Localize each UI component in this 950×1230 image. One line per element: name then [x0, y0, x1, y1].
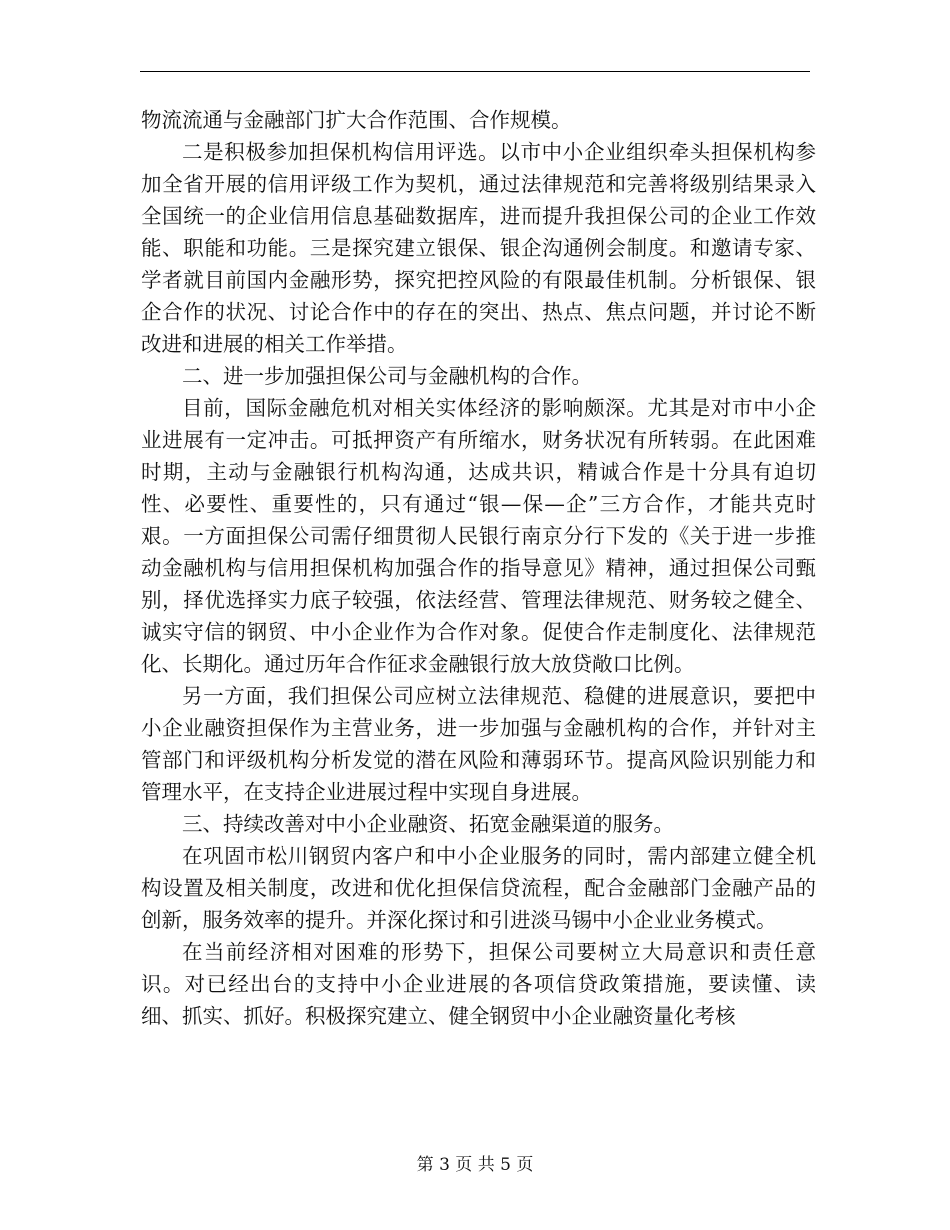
paragraph-6: 在当前经济相对困难的形势下，担保公司要树立大局意识和责任意识。对已经出台的支持中小企业进展的各项信贷政策措施，要读懂、读细、抓实、抓好。积极探究建立、健全钢贸中小企业融资量化考核 [141, 940, 816, 1028]
header-rule [140, 71, 810, 72]
paragraph-2: 二是积极参加担保机构信用评选。以市中小企业组织牵头担保机构参加全省开展的信用评级工作为契机，通过法律规范和完善将级别结果录入全国统一的企业信用信息基础数据库，进而提升我担保公司的企业工作效能、职能和功能。三是探究建立银保、银企沟通例会制度。和邀请专家、学者就目前国内金融形势，探究把控风险的有限最佳机制。分析银保、银企合作的状况、讨论合作中的存在的突出、热点、焦点问题，并讨论不断改进和进展的相关工作举措。 [141, 140, 816, 356]
paragraph-4: 另一方面，我们担保公司应树立法律规范、稳健的进展意识，要把中小企业融资担保作为主营业务，进一步加强与金融机构的合作，并针对主管部门和评级机构分析发觉的潜在风险和薄弱环节。提高风险识别能力和管理水平，在支持企业进展过程中实现自身进展。 [141, 684, 816, 804]
paragraph-5: 在巩固市松川钢贸内客户和中小企业服务的同时，需内部建立健全机构设置及相关制度，改进和优化担保信贷流程，配合金融部门金融产品的创新，服务效率的提升。并深化探讨和引进淡马锡中小企业业务模式。 [141, 844, 816, 932]
section-heading-2: 二、进一步加强担保公司与金融机构的合作。 [182, 364, 592, 388]
paragraph-1: 物流流通与金融部门扩大合作范围、合作规模。 [141, 108, 572, 132]
section-heading-3: 三、持续改善对中小企业融资、拓宽金融渠道的服务。 [182, 812, 674, 836]
document-body [141, 104, 816, 1032]
page-footer: 第 3 页 共 5 页 [416, 1155, 534, 1175]
paragraph-3: 目前，国际金融危机对相关实体经济的影响颇深。尤其是对市中小企业进展有一定冲击。可抵押资产有所缩水，财务状况有所转弱。在此困难时期，主动与金融银行机构沟通，达成共识，精诚合作是十分具有迫切性、必要性、重要性的，只有通过“银—保—企”三方合作，才能共克时艰。一方面担保公司需仔细贯彻人民银行南京分行下发的《关于进一步推动金融机构与信用担保机构加强合作的指导意见》精神，通过担保公司甄别，择优选择实力底子较强，依法经营、管理法律规范、财务较之健全、诚实守信的钢贸、中小企业作为合作对象。促使合作走制度化、法律规范化、长期化。通过历年合作征求金融银行放大放贷敞口比例。 [141, 396, 816, 676]
